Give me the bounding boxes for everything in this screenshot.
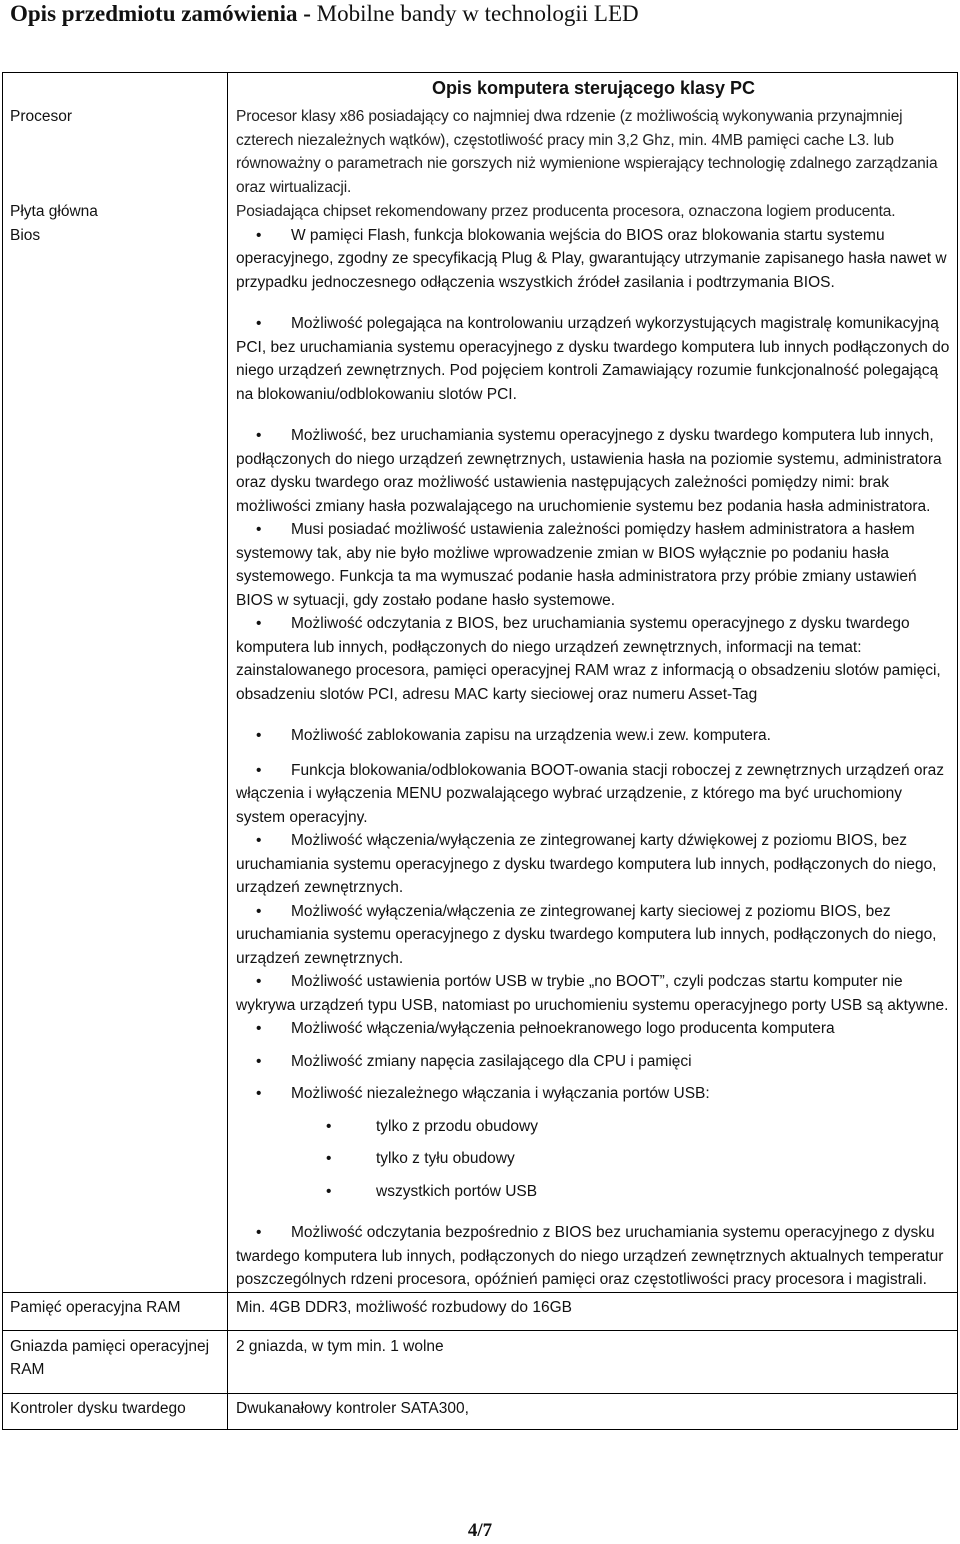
sub-list-item: • wszystkich portów USB (326, 1182, 538, 1200)
list-item: • Możliwość włączenia/wyłączenia ze zintegrowanej karty dźwiękowej z poziomu BIOS, bez uruchamiania systemu operacyjnego z dysku twardego komputera lub innych, podłączonych do niego, urządzeń zewnętrznych. (236, 832, 937, 896)
table-row-procesor (3, 105, 958, 199)
table-row-kontroler (3, 1393, 958, 1429)
table-row-sloty (3, 1330, 958, 1393)
value-kontroler: Dwukanałowy kontroler SATA300, (228, 1393, 958, 1429)
label-sloty: Gniazda pamięci operacyjnej RAM (3, 1330, 228, 1393)
sub-list-item: • tylko z przodu obudowy (326, 1117, 538, 1135)
table-heading: Opis komputera sterującego klasy PC (228, 73, 958, 106)
list-item: • Możliwość odczytania z BIOS, bez uruchamiania systemu operacyjnego z dysku twardego komputera lub innych, podłączonych do niego urządzeń zewnętrznych, informacji na temat: zainstalowanego procesora, pamięci operacyjnej RAM wraz z informacją o obsadzeniu slotów pamięci, obsadzeniu slotów PCI, adresu MAC karty sieciowej oraz numeru Asset-Tag (236, 615, 941, 703)
list-item: • Możliwość wyłączenia/włączenia ze zintegrowanej karty sieciowej z poziomu BIOS, bez uruchamiania systemu operacyjnego z dysku twardego komputera lub innych, podłączonych do niego, urządzeń zewnętrznych. (236, 902, 937, 967)
sub-list-item: • tylko z tyłu obudowy (326, 1150, 515, 1167)
table-row-ram (3, 1292, 958, 1330)
list-item: • Możliwość odczytania bezpośrednio z BIOS bez uruchamiania systemu operacyjnego z dysku twardego komputera lub innych, podłączonych do niego urządzeń zewnętrznych aktualnych temperatur poszczególnych rdzeni procesora, opóźnień pamięci oraz częstotliwości pracy procesora i magistrali. (236, 1224, 944, 1288)
list-item: • Funkcja blokowania/odblokowania BOOT-owania stacji roboczej z zewnętrznych urządzeń oraz włączenia i wyłączenia MENU pozwalającego wybrać urządzenie, z którego ma być uruchomiony system operacyjny. (236, 761, 945, 826)
document-title (10, 0, 639, 28)
title-subtitle: Mobilne bandy w technologii LED (316, 1, 639, 26)
list-item: • Możliwość zablokowania zapisu na urządzenia wew.i zew. komputera. (256, 727, 771, 744)
list-item: • Możliwość polegająca na kontrolowaniu urządzeń wykorzystujących magistralę komunikacyjną PCI, bez uruchamiania systemu operacyjnego z dysku twardego komputera lub innych podłączonych do niego urządzeń zewnętrznych. Pod pojęciem kontroli Zamawiający rozumie funkcjonalność polegającą na blokowaniu/odblokowaniu slotów PCI. (236, 315, 950, 403)
list-item: • Możliwość niezależnego włączania i wyłączania portów USB: (256, 1085, 710, 1102)
header-empty-cell (3, 73, 228, 106)
value-sloty: 2 gniazda, w tym min. 1 wolne (228, 1330, 958, 1393)
table-row-bios (3, 224, 958, 1293)
value-plyta: Posiadająca chipset rekomendowany przez producenta procesora, oznaczona logiem producenta. (228, 199, 958, 224)
label-bios: Bios (3, 224, 228, 1293)
list-item: • Możliwość włączenia/wyłączenia pełnoekranowego logo producenta komputera (256, 1020, 835, 1037)
list-item: • Możliwość, bez uruchamiania systemu operacyjnego z dysku twardego komputera lub innych, podłączonych do niego urządzeń zewnętrznych, ustawienia hasła na poziomie systemu, administratora oraz dysku twardego oraz możliwość ustawienia następujących zależności pomiędzy nimi: brak możliwości zmiany hasła pozwalającego na uruchomienie systemu bez podania hasła administratora. (236, 427, 942, 515)
label-kontroler: Kontroler dysku twardego (3, 1393, 228, 1429)
label-procesor: Procesor (3, 105, 228, 199)
label-ram: Pamięć operacyjna RAM (3, 1292, 228, 1330)
value-bios (228, 224, 958, 1293)
value-procesor: Procesor klasy x86 posiadający co najmniej dwa rdzenie (z możliwością wykonywania przynajmniej czterech niezależnych wątków), częstotliwość pracy min 3,2 Ghz, min. 4MB pamięci cache L3. lub równoważny o parametrach nie gorszych niż wymienione wspierający technologię zdalnego zarządzania oraz wirtualizacji. (228, 105, 958, 199)
page-number: 4/7 (467, 1520, 493, 1541)
table-row-plyta (3, 199, 958, 224)
list-item: • Możliwość ustawienia portów USB w trybie „no BOOT”, czyli podczas startu komputer nie wykrywa urządzeń typu USB, natomiast po uruchomieniu systemu operacyjnego porty USB są aktywne. (236, 973, 949, 1014)
spec-table (2, 72, 958, 1430)
list-item: • Musi posiadać możliwość ustawienia zależności pomiędzy hasłem administratora a hasłem systemowy tak, aby nie było możliwe wprowadzenie zmian w BIOS wyłącznie po podaniu hasła systemowego. Funkcja ta ma wymuszać podanie hasła administratora przy próbie zmiany ustawień BIOS w sytuacji, gdy zostało podane hasło systemowe. (236, 521, 917, 609)
list-item: • Możliwość zmiany napęcia zasilającego dla CPU i pamięci (256, 1052, 692, 1070)
title-bold: Opis przedmiotu zamówienia - (10, 1, 317, 26)
value-ram: Min. 4GB DDR3, możliwość rozbudowy do 16GB (228, 1292, 958, 1330)
list-item: • W pamięci Flash, funkcja blokowania wejścia do BIOS oraz blokowania startu systemu operacyjnego, zgodny ze specyfikacją Plug & Play, gwarantujący utrzymanie zapisanego hasła nawet w przypadku jednoczesnego odłączenia wszystkich źródeł zasilania i podtrzymania BIOS. (236, 226, 947, 291)
table-header-row (3, 73, 958, 106)
label-plyta: Płyta główna (3, 199, 228, 224)
